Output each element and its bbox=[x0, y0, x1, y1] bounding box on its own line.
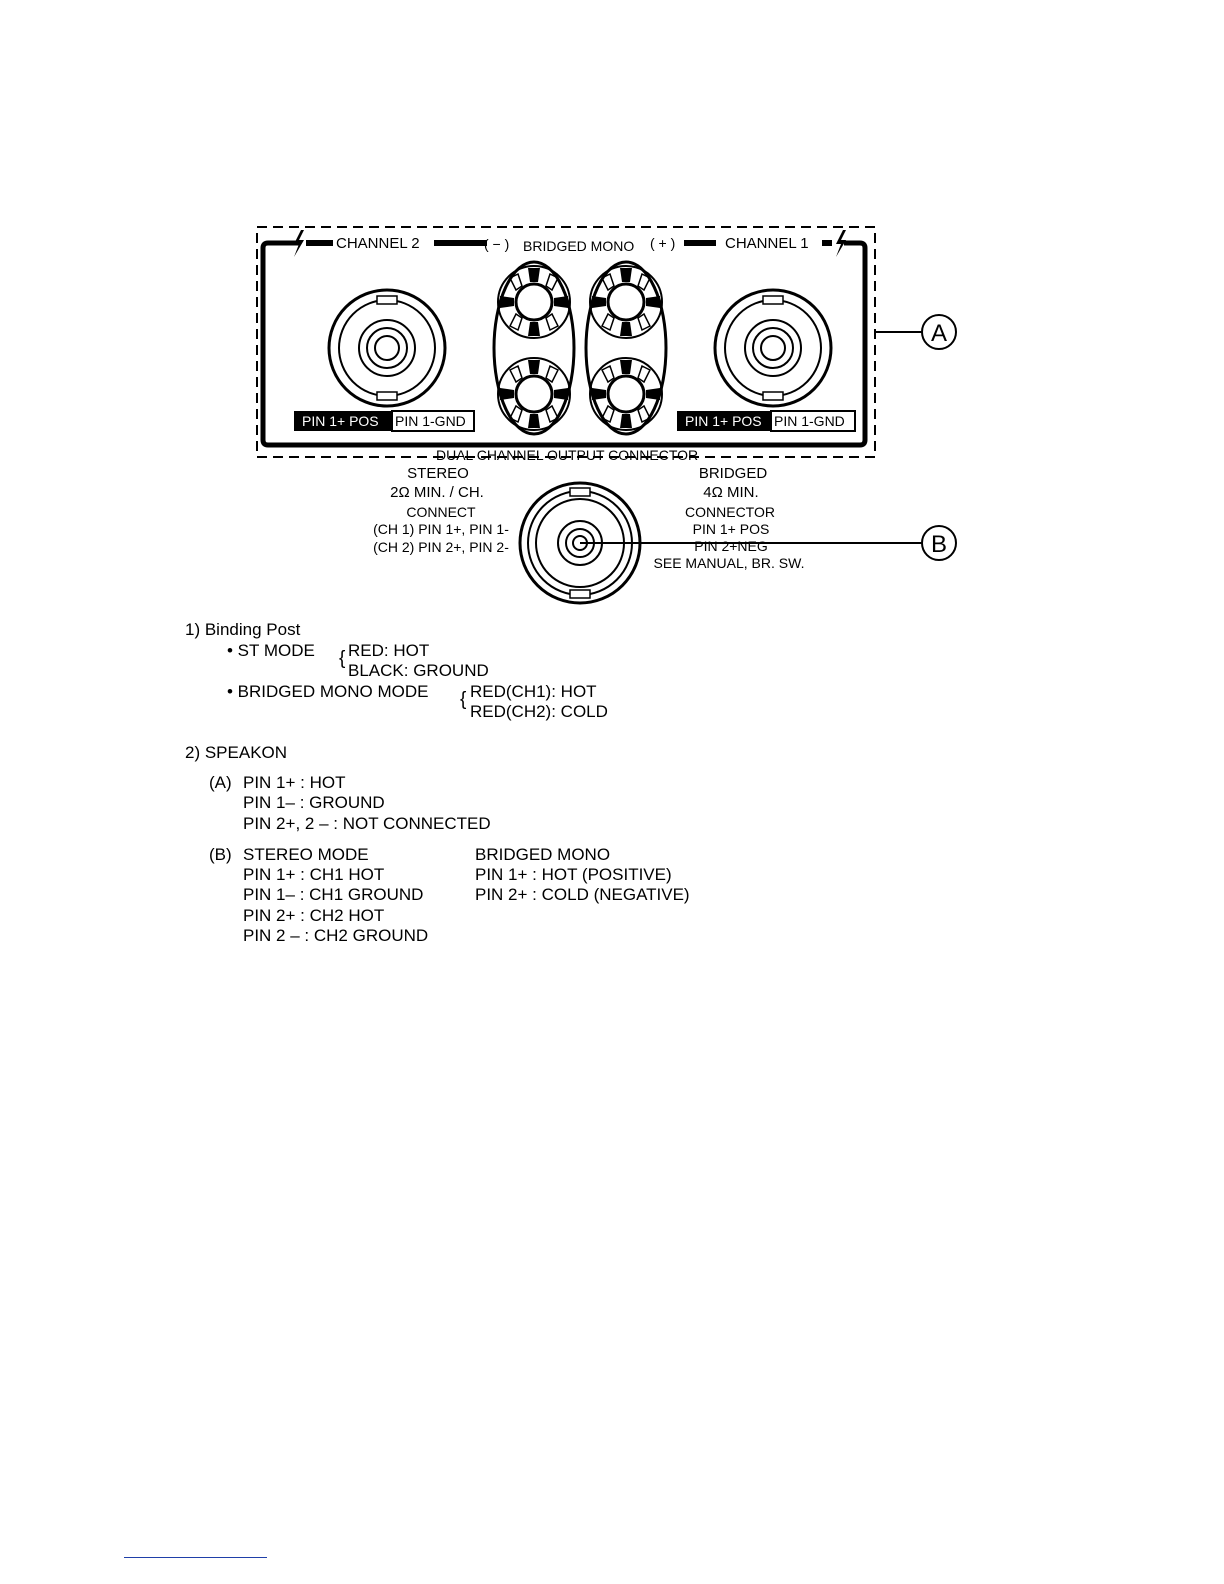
speakon-connector-ch2 bbox=[329, 290, 445, 406]
stereo-connect: CONNECT bbox=[406, 504, 476, 520]
see-manual: SEE MANUAL, BR. SW. bbox=[653, 555, 805, 571]
binding-post-1 bbox=[498, 266, 570, 338]
bridged-pin2: PIN 2+NEG bbox=[694, 538, 768, 554]
stereo-min: 2Ω MIN. / CH. bbox=[390, 484, 484, 501]
pin-pos-label-left: PIN 1+ POS bbox=[302, 413, 379, 429]
speakon-heading: 2) SPEAKON bbox=[185, 743, 288, 762]
speakon-a-label: (A) bbox=[209, 773, 232, 792]
st-mode-label: • ST MODE bbox=[227, 641, 315, 660]
bridged-mono-mode-label: • BRIDGED MONO MODE bbox=[227, 682, 429, 701]
pin-pos-label-right: PIN 1+ POS bbox=[685, 413, 762, 429]
speakon-b-bridged-line2: PIN 2+ : COLD (NEGATIVE) bbox=[475, 885, 690, 904]
speakon-b-line4: PIN 2 – : CH2 GROUND bbox=[243, 926, 429, 945]
binding-post-4 bbox=[590, 358, 662, 430]
lightning-icon-left bbox=[294, 230, 304, 257]
channel-1-label: CHANNEL 1 bbox=[725, 235, 809, 252]
bridged-mono-label: BRIDGED MONO bbox=[523, 238, 635, 254]
brace-st-mode: { bbox=[339, 648, 346, 669]
black-ground: BLACK: GROUND bbox=[348, 661, 489, 680]
brace-bridged-mode: { bbox=[460, 689, 467, 710]
bridged-pin1: PIN 1+ POS bbox=[692, 521, 770, 537]
speakon-connector-ch1 bbox=[715, 290, 831, 406]
binding-post-heading: 1) Binding Post bbox=[185, 620, 301, 639]
callout-a-letter: A bbox=[930, 320, 948, 347]
speakon-b-bridged-heading: BRIDGED MONO bbox=[475, 845, 611, 864]
pin-gnd-label-right: PIN 1-GND bbox=[774, 413, 845, 429]
dual-channel-label: DUAL CHANNEL OUTPUT CONNECTOR bbox=[436, 447, 699, 463]
speakon-b-label: (B) bbox=[209, 845, 232, 864]
callout-b-letter: B bbox=[930, 531, 948, 558]
speakon-b-line3: PIN 2+ : CH2 HOT bbox=[243, 906, 385, 925]
binding-post-3 bbox=[590, 266, 662, 338]
channel-2-label: CHANNEL 2 bbox=[336, 235, 420, 252]
speakon-b-line1: PIN 1+ : CH1 HOT bbox=[243, 865, 385, 884]
speakon-a-line2: PIN 1– : GROUND bbox=[243, 793, 385, 812]
speakon-b-line2: PIN 1– : CH1 GROUND bbox=[243, 885, 424, 904]
bridged-title: BRIDGED bbox=[698, 465, 768, 482]
bridged-min: 4Ω MIN. bbox=[703, 484, 759, 501]
minus-label: ( − ) bbox=[484, 236, 510, 252]
red-ch1-hot: RED(CH1): HOT bbox=[470, 682, 597, 701]
speakon-b-stereo-heading: STEREO MODE bbox=[243, 845, 369, 864]
red-hot: RED: HOT bbox=[348, 641, 430, 660]
pin-gnd-label-left: PIN 1-GND bbox=[395, 413, 466, 429]
stereo-title: STEREO bbox=[407, 465, 469, 482]
binding-post-2 bbox=[498, 358, 570, 430]
footnote-separator bbox=[124, 1557, 267, 1558]
stereo-ch2: (CH 2) PIN 2+, PIN 2- bbox=[373, 539, 509, 555]
output-panel-diagram bbox=[0, 0, 1224, 620]
plus-label: ( + ) bbox=[650, 235, 676, 251]
speakon-a-line3: PIN 2+, 2 – : NOT CONNECTED bbox=[243, 814, 491, 833]
bridged-connector: CONNECTOR bbox=[685, 504, 775, 520]
stereo-ch1: (CH 1) PIN 1+, PIN 1- bbox=[373, 521, 509, 537]
speakon-a-line1: PIN 1+ : HOT bbox=[243, 773, 346, 792]
speakon-b-bridged-line1: PIN 1+ : HOT (POSITIVE) bbox=[475, 865, 672, 884]
red-ch2-cold: RED(CH2): COLD bbox=[470, 702, 608, 721]
